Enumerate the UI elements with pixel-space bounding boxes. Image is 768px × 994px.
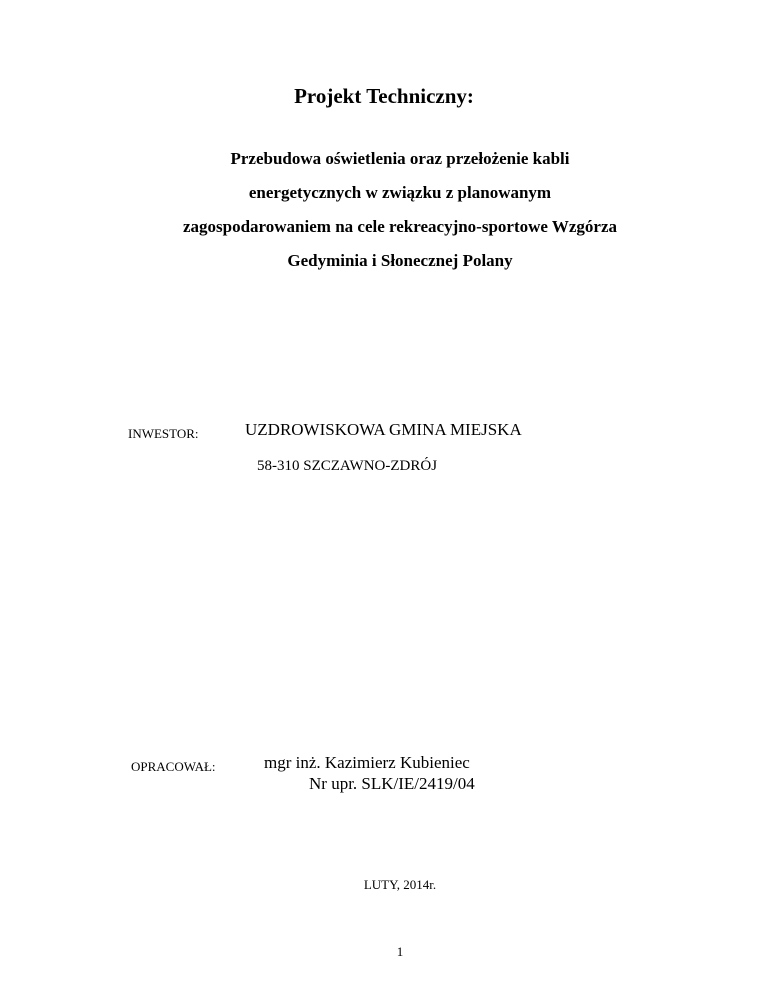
subtitle-line: zagospodarowaniem na cele rekreacyjno-sportowe Wzgórza	[182, 217, 618, 236]
subtitle-line: energetycznych w związku z planowanym	[248, 183, 552, 202]
investor-address: 58-310 SZCZAWNO-ZDRÓJ	[257, 458, 438, 474]
author-license: Nr upr. SLK/IE/2419/04	[309, 774, 475, 793]
document-title: Projekt Techniczny:	[294, 84, 474, 108]
subtitle-line: Przebudowa oświetlenia oraz przełożenie kabli	[230, 149, 570, 168]
author-name: mgr inż. Kazimierz Kubieniec	[264, 753, 470, 772]
investor-label: INWESTOR:	[128, 426, 199, 441]
subtitle-line: Gedyminia i Słonecznej Polany	[287, 251, 513, 270]
author-label: OPRACOWAŁ:	[131, 759, 216, 774]
document-date: LUTY, 2014r.	[363, 877, 437, 892]
investor-name: UZDROWISKOWA GMINA MIEJSKA	[245, 420, 522, 439]
page-number: 1	[396, 944, 404, 959]
document-subtitle	[0, 142, 768, 278]
